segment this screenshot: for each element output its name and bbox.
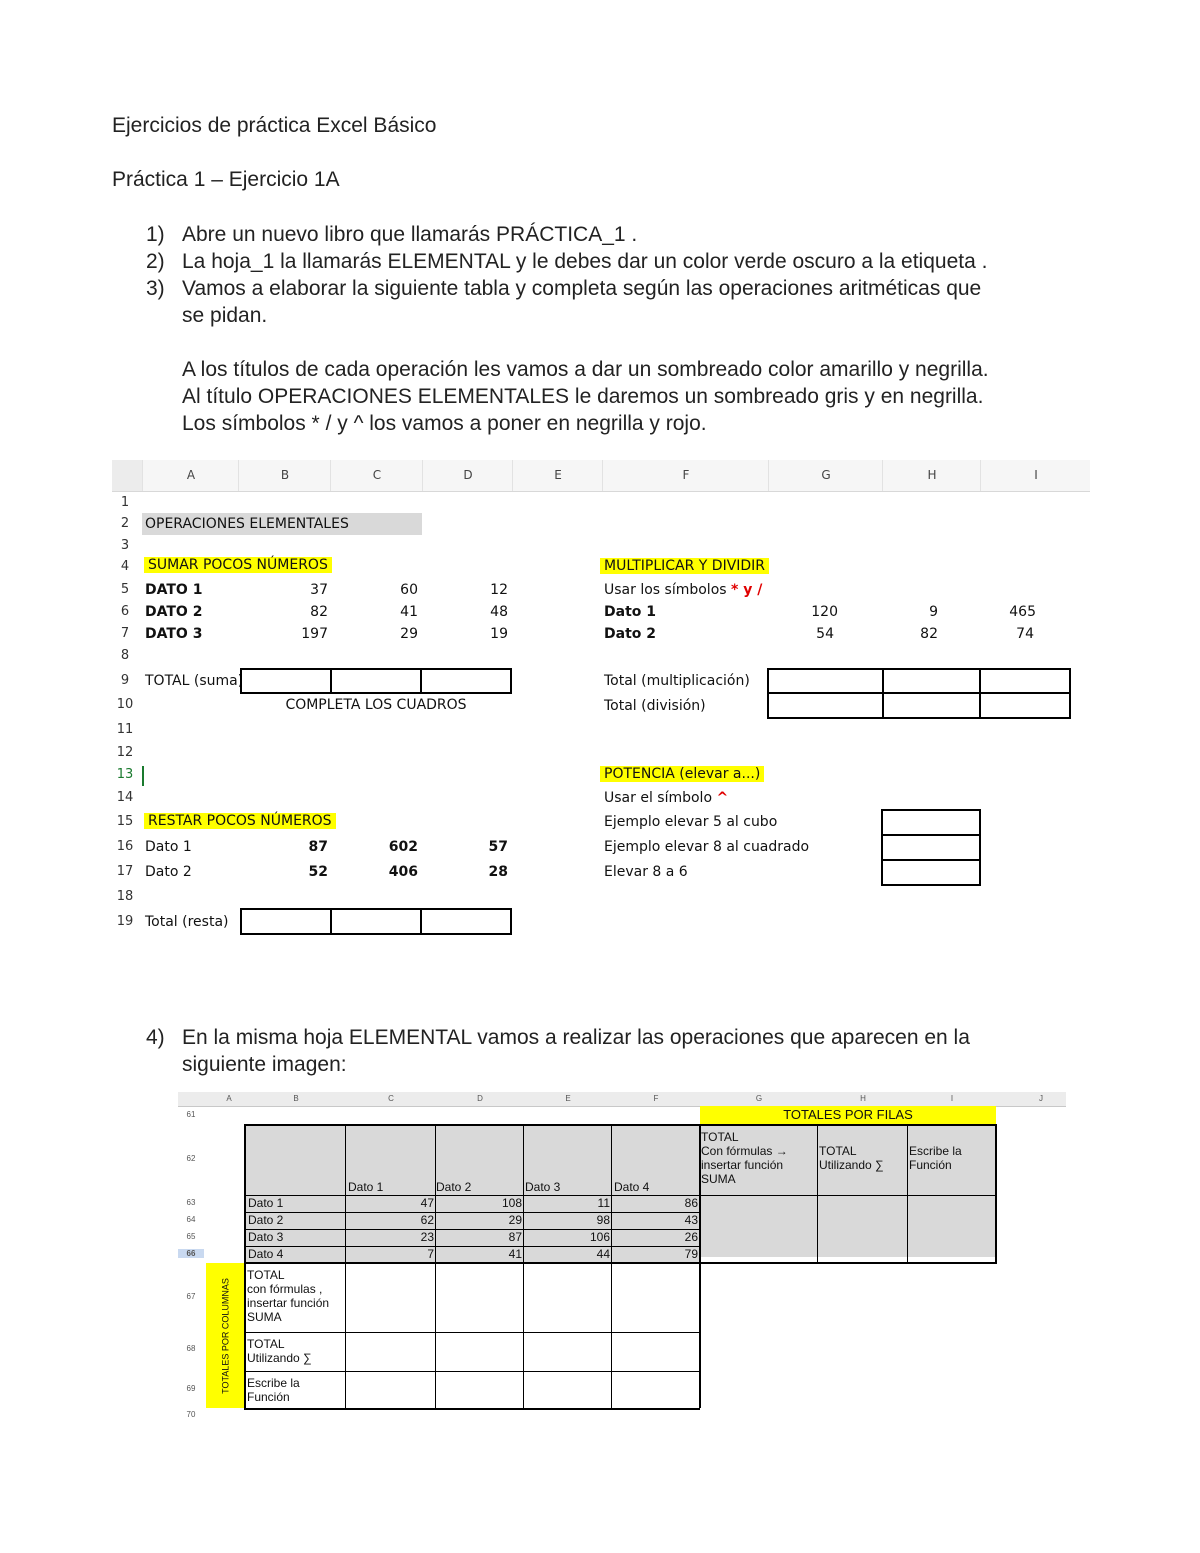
sumar-value: 29	[400, 626, 418, 642]
data-value: 79	[684, 1247, 698, 1261]
row67-label	[247, 1268, 329, 1324]
step-text: Vamos a elaborar la siguiente tabla y completa según las operaciones aritméticas que	[182, 277, 982, 300]
sumar-value: 41	[400, 604, 418, 620]
restar-title: RESTAR POCOS NÚMEROS	[144, 813, 336, 829]
data-value: 29	[508, 1213, 522, 1227]
data-header: Dato 4	[614, 1180, 650, 1194]
column-header[interactable]: D	[477, 1094, 483, 1103]
totales-por-columnas-title: TOTALES POR COLUMNAS	[220, 1278, 231, 1394]
h-header-line: Utilizando ∑	[819, 1158, 884, 1172]
restar-value: 28	[488, 864, 508, 880]
sumar-total-cell[interactable]	[420, 668, 512, 694]
spreadsheet-operaciones-elementales	[112, 460, 1090, 948]
g-header-line: Con fórmulas →	[701, 1144, 788, 1158]
potencia-symbol: ^	[716, 790, 729, 806]
row67-line: insertar función	[247, 1296, 330, 1310]
column-header[interactable]: G	[755, 1094, 763, 1103]
data-header: Dato 2	[436, 1180, 472, 1194]
restar-value: 602	[388, 839, 418, 855]
data-header: Dato 1	[348, 1180, 384, 1194]
restar-value: 52	[308, 864, 328, 880]
select-all-corner[interactable]	[112, 460, 142, 491]
grid-line	[523, 1125, 524, 1408]
column-header[interactable]: G	[768, 460, 883, 491]
data-row-label: Dato 2	[248, 1213, 284, 1227]
grid-line	[244, 1195, 997, 1196]
row-header[interactable]: 62	[186, 1154, 196, 1163]
row-header[interactable]: 12	[116, 745, 134, 760]
column-header[interactable]: E	[565, 1094, 571, 1103]
active-cell-marker	[142, 766, 144, 786]
step-number: 3)	[146, 277, 165, 300]
column-header[interactable]: A	[226, 1094, 232, 1103]
division-cell[interactable]	[767, 692, 884, 719]
step-text: La hoja_1 la llamarás ELEMENTAL y le debes dar un color verde oscuro a la etiqueta .	[182, 250, 988, 273]
data-row-label: Dato 1	[248, 1196, 284, 1210]
row-header[interactable]: 70	[186, 1410, 196, 1419]
column-header[interactable]: B	[293, 1094, 299, 1103]
step-text-continued: se pidan.	[182, 304, 268, 327]
data-value: 87	[508, 1230, 522, 1244]
multiplicar-label: Dato 2	[604, 626, 656, 642]
sumar-total-label: TOTAL (suma)	[145, 673, 244, 689]
step-number: 2)	[146, 250, 165, 273]
data-value: 108	[501, 1196, 522, 1210]
row-header[interactable]: 17	[116, 864, 134, 879]
data-value: 86	[684, 1196, 698, 1210]
step-text: En la misma hoja ELEMENTAL vamos a realizar las operaciones que aparecen en la	[182, 1026, 970, 1049]
row68-line: Utilizando ∑	[247, 1351, 312, 1365]
data-value: 44	[596, 1247, 610, 1261]
row-header[interactable]: 2	[120, 516, 130, 531]
step-text: Abre un nuevo libro que llamarás PRÁCTICA_1 .	[182, 223, 638, 246]
division-cell[interactable]	[979, 692, 1071, 719]
row69-line: Escribe la	[247, 1376, 300, 1390]
sumar-total-cell[interactable]	[240, 668, 332, 694]
restar-total-cell[interactable]	[420, 908, 512, 935]
column-header[interactable]: D	[422, 460, 513, 491]
row-header[interactable]: 63	[186, 1198, 196, 1207]
grid-line	[611, 1125, 612, 1408]
g-header-line: TOTAL	[701, 1130, 739, 1144]
total-division-label: Total (división)	[604, 698, 706, 714]
data-value: 98	[596, 1213, 610, 1227]
data-value: 41	[508, 1247, 522, 1261]
g-header-line: insertar función	[701, 1158, 784, 1172]
multiplicar-value: 82	[920, 626, 938, 642]
i-header-line: Función	[909, 1158, 952, 1172]
potencia-usar: Usar el símbolo	[604, 790, 713, 806]
step-number: 4)	[146, 1026, 165, 1049]
potencia-cell[interactable]	[881, 859, 981, 886]
column-header[interactable]: I	[950, 1094, 954, 1103]
row-header-active[interactable]: 66	[178, 1249, 204, 1258]
g-header	[701, 1130, 788, 1186]
row67-line: con fórmulas ,	[247, 1282, 323, 1296]
data-value: 7	[427, 1247, 434, 1261]
row68-line: TOTAL	[247, 1337, 285, 1351]
grid-line	[244, 1371, 700, 1372]
row69-label	[247, 1376, 300, 1404]
grid-line	[995, 1125, 997, 1263]
row-header[interactable]: 14	[116, 790, 134, 805]
potencia-instructions	[604, 790, 728, 806]
sumar-value: 48	[490, 604, 508, 620]
row-header[interactable]: 5	[120, 582, 130, 597]
grid-line	[244, 1408, 700, 1410]
data-value: 26	[684, 1230, 698, 1244]
grid-line	[345, 1125, 346, 1408]
data-value: 106	[589, 1230, 610, 1244]
sumar-value: 197	[301, 626, 328, 642]
row-header[interactable]: 7	[120, 626, 130, 641]
restar-value: 87	[308, 839, 328, 855]
restar-label: Dato 2	[145, 864, 192, 880]
totales-por-filas-title: TOTALES POR FILAS	[700, 1106, 996, 1124]
sumar-value: 60	[400, 582, 418, 598]
i-header-line: Escribe la	[909, 1144, 962, 1158]
grid-line	[244, 1212, 700, 1213]
column-header[interactable]: C	[388, 1094, 394, 1103]
row-header[interactable]: 69	[186, 1384, 196, 1393]
row-header[interactable]: 11	[116, 722, 134, 737]
grid-line	[244, 1229, 700, 1230]
column-header[interactable]: H	[860, 1094, 866, 1103]
total-multiplicacion-label: Total (multiplicación)	[604, 673, 750, 689]
multiplicar-usar: Usar los símbolos	[604, 582, 727, 598]
step-text-continued: siguiente imagen:	[182, 1053, 347, 1076]
row-header[interactable]: 8	[120, 648, 130, 663]
row68-label	[247, 1337, 312, 1365]
row69-line: Función	[247, 1390, 290, 1404]
multiplicacion-cell[interactable]	[979, 668, 1071, 694]
data-header: Dato 3	[525, 1180, 561, 1194]
multiplicar-value: 120	[811, 604, 838, 620]
multiplicar-value: 9	[929, 604, 938, 620]
row-header[interactable]: 1	[120, 495, 130, 510]
data-value: 23	[420, 1230, 434, 1244]
data-value: 62	[420, 1213, 434, 1227]
restar-total-label: Total (resta)	[145, 914, 229, 930]
page-title: Ejercicios de práctica Excel Básico	[112, 114, 437, 137]
row-header-active[interactable]: 13	[116, 767, 134, 782]
restar-value: 406	[388, 864, 418, 880]
data-row-label: Dato 4	[248, 1247, 284, 1261]
column-header[interactable]: J	[1039, 1094, 1043, 1103]
column-header[interactable]: F	[653, 1094, 659, 1103]
i-header	[909, 1144, 962, 1172]
grid-line	[435, 1125, 436, 1408]
row-header[interactable]: 9	[120, 673, 130, 688]
column-header[interactable]: B	[238, 460, 331, 491]
operaciones-title: OPERACIONES ELEMENTALES	[145, 516, 349, 532]
completa-note: COMPLETA LOS CUADROS	[285, 697, 467, 713]
row-header[interactable]: 16	[116, 839, 134, 854]
multiplicar-symbols: * y /	[731, 582, 763, 598]
multiplicar-value: 465	[1009, 604, 1036, 620]
data-row-label: Dato 3	[248, 1230, 284, 1244]
row-header[interactable]: 6	[120, 604, 130, 619]
multiplicacion-cell[interactable]	[882, 668, 981, 694]
row-header[interactable]: 64	[186, 1215, 196, 1224]
column-header[interactable]: E	[512, 460, 603, 491]
grid-line	[244, 1262, 997, 1264]
row67-line: SUMA	[247, 1310, 282, 1324]
potencia-title: POTENCIA (elevar a...)	[600, 766, 764, 782]
potencia-item: Ejemplo elevar 5 al cubo	[604, 814, 778, 830]
sumar-label: DATO 1	[145, 582, 203, 598]
restar-total-cell[interactable]	[240, 908, 332, 935]
data-value: 47	[420, 1196, 434, 1210]
multiplicar-instructions	[604, 582, 762, 598]
column-header[interactable]: I	[980, 460, 1091, 491]
grid-line	[244, 1246, 700, 1247]
note-line: Al título OPERACIONES ELEMENTALES le daremos un sombreado gris y en negrilla.	[182, 385, 984, 408]
sumar-value: 37	[310, 582, 328, 598]
multiplicacion-cell[interactable]	[767, 668, 884, 694]
sumar-label: DATO 2	[145, 604, 203, 620]
note-line: Los símbolos * / y ^ los vamos a poner en negrilla y rojo.	[182, 412, 707, 435]
page-subtitle: Práctica 1 – Ejercicio 1A	[112, 168, 340, 191]
potencia-cell[interactable]	[881, 809, 981, 836]
row-header[interactable]: 10	[116, 697, 134, 712]
h-header	[819, 1144, 884, 1172]
row-header[interactable]: 67	[186, 1292, 196, 1301]
column-header[interactable]: C	[330, 460, 423, 491]
row-header[interactable]: 3	[120, 538, 130, 553]
restar-total-cell[interactable]	[330, 908, 422, 935]
grid-line	[244, 1125, 246, 1408]
row-header[interactable]: 19	[116, 914, 134, 929]
step-number: 1)	[146, 223, 165, 246]
grid-line	[244, 1332, 700, 1333]
spreadsheet-totales	[178, 1092, 1068, 1422]
column-header[interactable]: A	[142, 460, 239, 491]
multiplicar-value: 54	[816, 626, 834, 642]
division-cell[interactable]	[882, 692, 981, 719]
row-header[interactable]: 4	[120, 559, 130, 574]
note-line: A los títulos de cada operación les vamos a dar un sombreado color amarillo y negrilla.	[182, 358, 989, 381]
restar-label: Dato 1	[145, 839, 192, 855]
grid-line	[907, 1125, 908, 1263]
multiplicar-label: Dato 1	[604, 604, 656, 620]
row-header[interactable]: 68	[186, 1344, 196, 1353]
grid-line	[699, 1125, 701, 1408]
grid-line	[244, 1124, 997, 1126]
sumar-value: 82	[310, 604, 328, 620]
column-header[interactable]: H	[882, 460, 981, 491]
row-header[interactable]: 15	[116, 814, 134, 829]
data-value: 11	[597, 1196, 610, 1210]
sumar-total-cell[interactable]	[330, 668, 422, 694]
multiplicar-value: 74	[1016, 626, 1034, 642]
row67-line: TOTAL	[247, 1268, 285, 1282]
data-value: 43	[684, 1213, 698, 1227]
sumar-label: DATO 3	[145, 626, 203, 642]
restar-value: 57	[488, 839, 508, 855]
row-header[interactable]: 18	[116, 889, 134, 904]
potencia-item: Ejemplo elevar 8 al cuadrado	[604, 839, 810, 855]
potencia-item: Elevar 8 a 6	[604, 864, 688, 880]
g-header-line: SUMA	[701, 1172, 736, 1186]
potencia-cell[interactable]	[881, 834, 981, 861]
column-header[interactable]: F	[602, 460, 769, 491]
row-header[interactable]: 61	[186, 1110, 196, 1119]
sumar-title: SUMAR POCOS NÚMEROS	[144, 557, 332, 573]
h-header-line: TOTAL	[819, 1144, 857, 1158]
row-header[interactable]: 65	[186, 1232, 196, 1241]
multiplicar-title: MULTIPLICAR Y DIVIDIR	[600, 558, 769, 574]
sumar-value: 19	[490, 626, 508, 642]
grid-line	[817, 1125, 818, 1263]
sumar-value: 12	[490, 582, 508, 598]
